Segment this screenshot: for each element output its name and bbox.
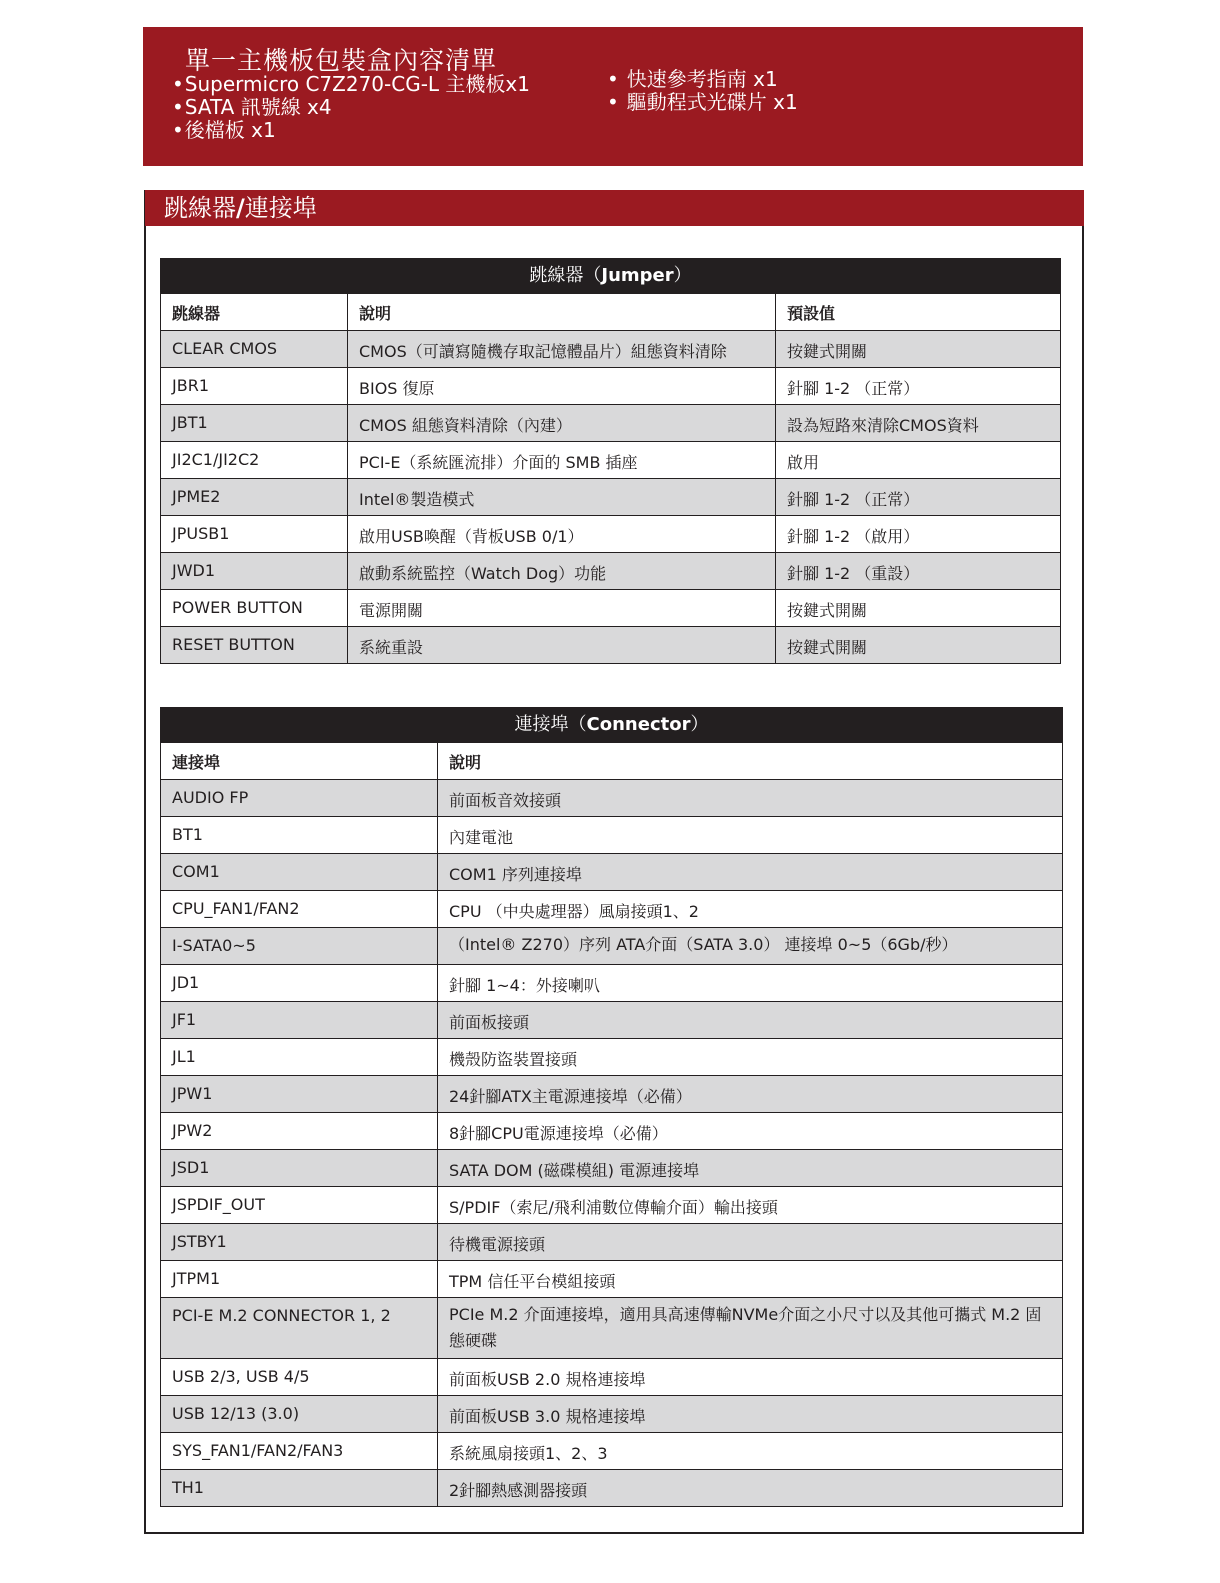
- table-row: [161, 1261, 1063, 1298]
- table-row: [161, 553, 1061, 590]
- table-cell: JD1: [161, 965, 438, 1002]
- table-row: [161, 965, 1063, 1002]
- table-row: [161, 854, 1063, 891]
- table-cell: 針腳 1-2 （正常）: [776, 368, 1061, 405]
- table-cell: JTPM1: [161, 1261, 438, 1298]
- table-row: [161, 1298, 1063, 1359]
- table-cell: JPME2: [161, 479, 348, 516]
- column-header: 說明: [348, 294, 776, 331]
- package-contents-title: 單一主機板包裝盒內容清單: [185, 46, 498, 75]
- jumper-table: [160, 258, 1061, 664]
- table-row: [161, 627, 1061, 664]
- table-cell: PCI-E M.2 CONNECTOR 1, 2: [161, 1298, 438, 1359]
- jumper-caption-prefix: 跳線器（: [529, 265, 602, 286]
- table-cell: CMOS（可讀寫隨機存取記憶體晶片）組態資料清除: [348, 331, 776, 368]
- table-row: [161, 590, 1061, 627]
- table-row: [161, 1224, 1063, 1261]
- section-heading-part1: 跳線器: [164, 194, 236, 222]
- table-cell: PCI-E（系統匯流排）介面的 SMB 插座: [348, 442, 776, 479]
- connector-table: [160, 707, 1063, 1507]
- table-cell: BT1: [161, 817, 438, 854]
- table-cell: 針腳 1-2 （正常）: [776, 479, 1061, 516]
- package-item: • 後檔板 x1: [172, 119, 530, 142]
- table-row: [161, 405, 1061, 442]
- connector-caption-prefix: 連接埠（: [514, 714, 587, 735]
- table-cell: SATA DOM (磁碟模組) 電源連接埠: [438, 1150, 1063, 1187]
- jumper-caption-bold: Jumper: [601, 265, 674, 286]
- connector-caption-suffix: ）: [690, 714, 709, 735]
- table-row: [161, 516, 1061, 553]
- jumper-table-body: [161, 331, 1061, 664]
- table-row: [161, 780, 1063, 817]
- table-row: [161, 1002, 1063, 1039]
- table-cell: 前面板音效接頭: [438, 780, 1063, 817]
- table-cell: 機殼防盜裝置接頭: [438, 1039, 1063, 1076]
- table-cell: 前面板USB 2.0 規格連接埠: [438, 1359, 1063, 1396]
- table-cell: CPU （中央處理器）風扇接頭1、2: [438, 891, 1063, 928]
- package-item: • SATA 訊號線 x4: [172, 96, 530, 119]
- table-row: [161, 1150, 1063, 1187]
- package-item: • Supermicro C7Z270-CG-L 主機板x1: [172, 73, 530, 96]
- table-cell: BIOS 復原: [348, 368, 776, 405]
- table-cell: 系統風扇接頭1、2、3: [438, 1433, 1063, 1470]
- section-heading: [145, 190, 1084, 226]
- table-cell: 前面板USB 3.0 規格連接埠: [438, 1396, 1063, 1433]
- table-cell: COM1 序列連接埠: [438, 854, 1063, 891]
- connector-caption-bold: Connector: [586, 714, 691, 735]
- table-cell: 針腳 1-2 （重設）: [776, 553, 1061, 590]
- table-cell: JWD1: [161, 553, 348, 590]
- section-heading-part2: 連接埠: [244, 194, 317, 222]
- section-heading-slash: /: [236, 194, 245, 222]
- jumper-caption-suffix: ）: [673, 265, 692, 286]
- jumper-header-row: [161, 294, 1061, 331]
- table-cell: 系統重設: [348, 627, 776, 664]
- table-cell: 按鍵式開關: [776, 627, 1061, 664]
- table-cell: JPW1: [161, 1076, 438, 1113]
- table-cell: JBT1: [161, 405, 348, 442]
- jumper-table-caption: [160, 258, 1061, 293]
- table-cell: PCIe M.2 介面連接埠，適用具高速傳輸NVMe介面之小尺寸以及其他可攜式 M.2 固態硬碟: [438, 1298, 1063, 1359]
- table-cell: 8針腳CPU電源連接埠（必備）: [438, 1113, 1063, 1150]
- table-cell: 針腳 1-2 （啟用）: [776, 516, 1061, 553]
- table-cell: RESET BUTTON: [161, 627, 348, 664]
- table-cell: 按鍵式開關: [776, 590, 1061, 627]
- table-row: [161, 331, 1061, 368]
- table-cell: TH1: [161, 1470, 438, 1507]
- table-cell: 設為短路來清除CMOS資料: [776, 405, 1061, 442]
- table-cell: （Intel® Z270）序列 ATA介面（SATA 3.0） 連接埠 0~5（6Gb/秒）: [438, 928, 1063, 965]
- table-row: [161, 1359, 1063, 1396]
- table-row: [161, 479, 1061, 516]
- table-cell: 內建電池: [438, 817, 1063, 854]
- table-row: [161, 891, 1063, 928]
- table-cell: 啟動系統監控（Watch Dog）功能: [348, 553, 776, 590]
- table-cell: JBR1: [161, 368, 348, 405]
- table-cell: POWER BUTTON: [161, 590, 348, 627]
- table-cell: TPM 信任平台模組接頭: [438, 1261, 1063, 1298]
- table-row: [161, 1113, 1063, 1150]
- table-cell: JL1: [161, 1039, 438, 1076]
- column-header: 連接埠: [161, 743, 438, 780]
- table-cell: JPW2: [161, 1113, 438, 1150]
- table-row: [161, 817, 1063, 854]
- connector-header-row: [161, 743, 1063, 780]
- connector-table-caption: [160, 707, 1063, 742]
- table-row: [161, 442, 1061, 479]
- package-contents-box: [143, 27, 1083, 166]
- table-cell: USB 12/13 (3.0): [161, 1396, 438, 1433]
- table-cell: COM1: [161, 854, 438, 891]
- table-cell: 電源開關: [348, 590, 776, 627]
- table-cell: 待機電源接頭: [438, 1224, 1063, 1261]
- table-cell: 針腳 1~4：外接喇叭: [438, 965, 1063, 1002]
- table-row: [161, 1039, 1063, 1076]
- table-cell: AUDIO FP: [161, 780, 438, 817]
- table-row: [161, 1433, 1063, 1470]
- table-cell: JSPDIF_OUT: [161, 1187, 438, 1224]
- table-cell: CPU_FAN1/FAN2: [161, 891, 438, 928]
- table-cell: 2針腳熱感測器接頭: [438, 1470, 1063, 1507]
- table-cell: JSD1: [161, 1150, 438, 1187]
- table-cell: JI2C1/JI2C2: [161, 442, 348, 479]
- connector-table-body: [161, 780, 1063, 1507]
- table-cell: 啟用USB喚醒（背板USB 0/1）: [348, 516, 776, 553]
- package-item: • 驅動程式光碟片 x1: [607, 91, 798, 114]
- table-cell: 24針腳ATX主電源連接埠（必備）: [438, 1076, 1063, 1113]
- table-row: [161, 928, 1063, 965]
- table-cell: JPUSB1: [161, 516, 348, 553]
- column-header: 說明: [438, 743, 1063, 780]
- table-cell: USB 2/3, USB 4/5: [161, 1359, 438, 1396]
- table-cell: JF1: [161, 1002, 438, 1039]
- package-item: • 快速參考指南 x1: [607, 68, 798, 91]
- table-row: [161, 1187, 1063, 1224]
- table-row: [161, 1470, 1063, 1507]
- table-row: [161, 1076, 1063, 1113]
- table-cell: JSTBY1: [161, 1224, 438, 1261]
- table-cell: Intel®製造模式: [348, 479, 776, 516]
- column-header: 預設值: [776, 294, 1061, 331]
- table-row: [161, 1396, 1063, 1433]
- table-cell: 按鍵式開關: [776, 331, 1061, 368]
- column-header: 跳線器: [161, 294, 348, 331]
- table-cell: CLEAR CMOS: [161, 331, 348, 368]
- table-cell: 前面板接頭: [438, 1002, 1063, 1039]
- table-cell: 啟用: [776, 442, 1061, 479]
- table-row: [161, 368, 1061, 405]
- table-cell: CMOS 組態資料清除（內建）: [348, 405, 776, 442]
- table-cell: SYS_FAN1/FAN2/FAN3: [161, 1433, 438, 1470]
- table-cell: I-SATA0~5: [161, 928, 438, 965]
- package-items-right: [607, 68, 798, 114]
- table-cell: S/PDIF（索尼/飛利浦數位傳輸介面）輸出接頭: [438, 1187, 1063, 1224]
- package-items-left: [172, 73, 530, 142]
